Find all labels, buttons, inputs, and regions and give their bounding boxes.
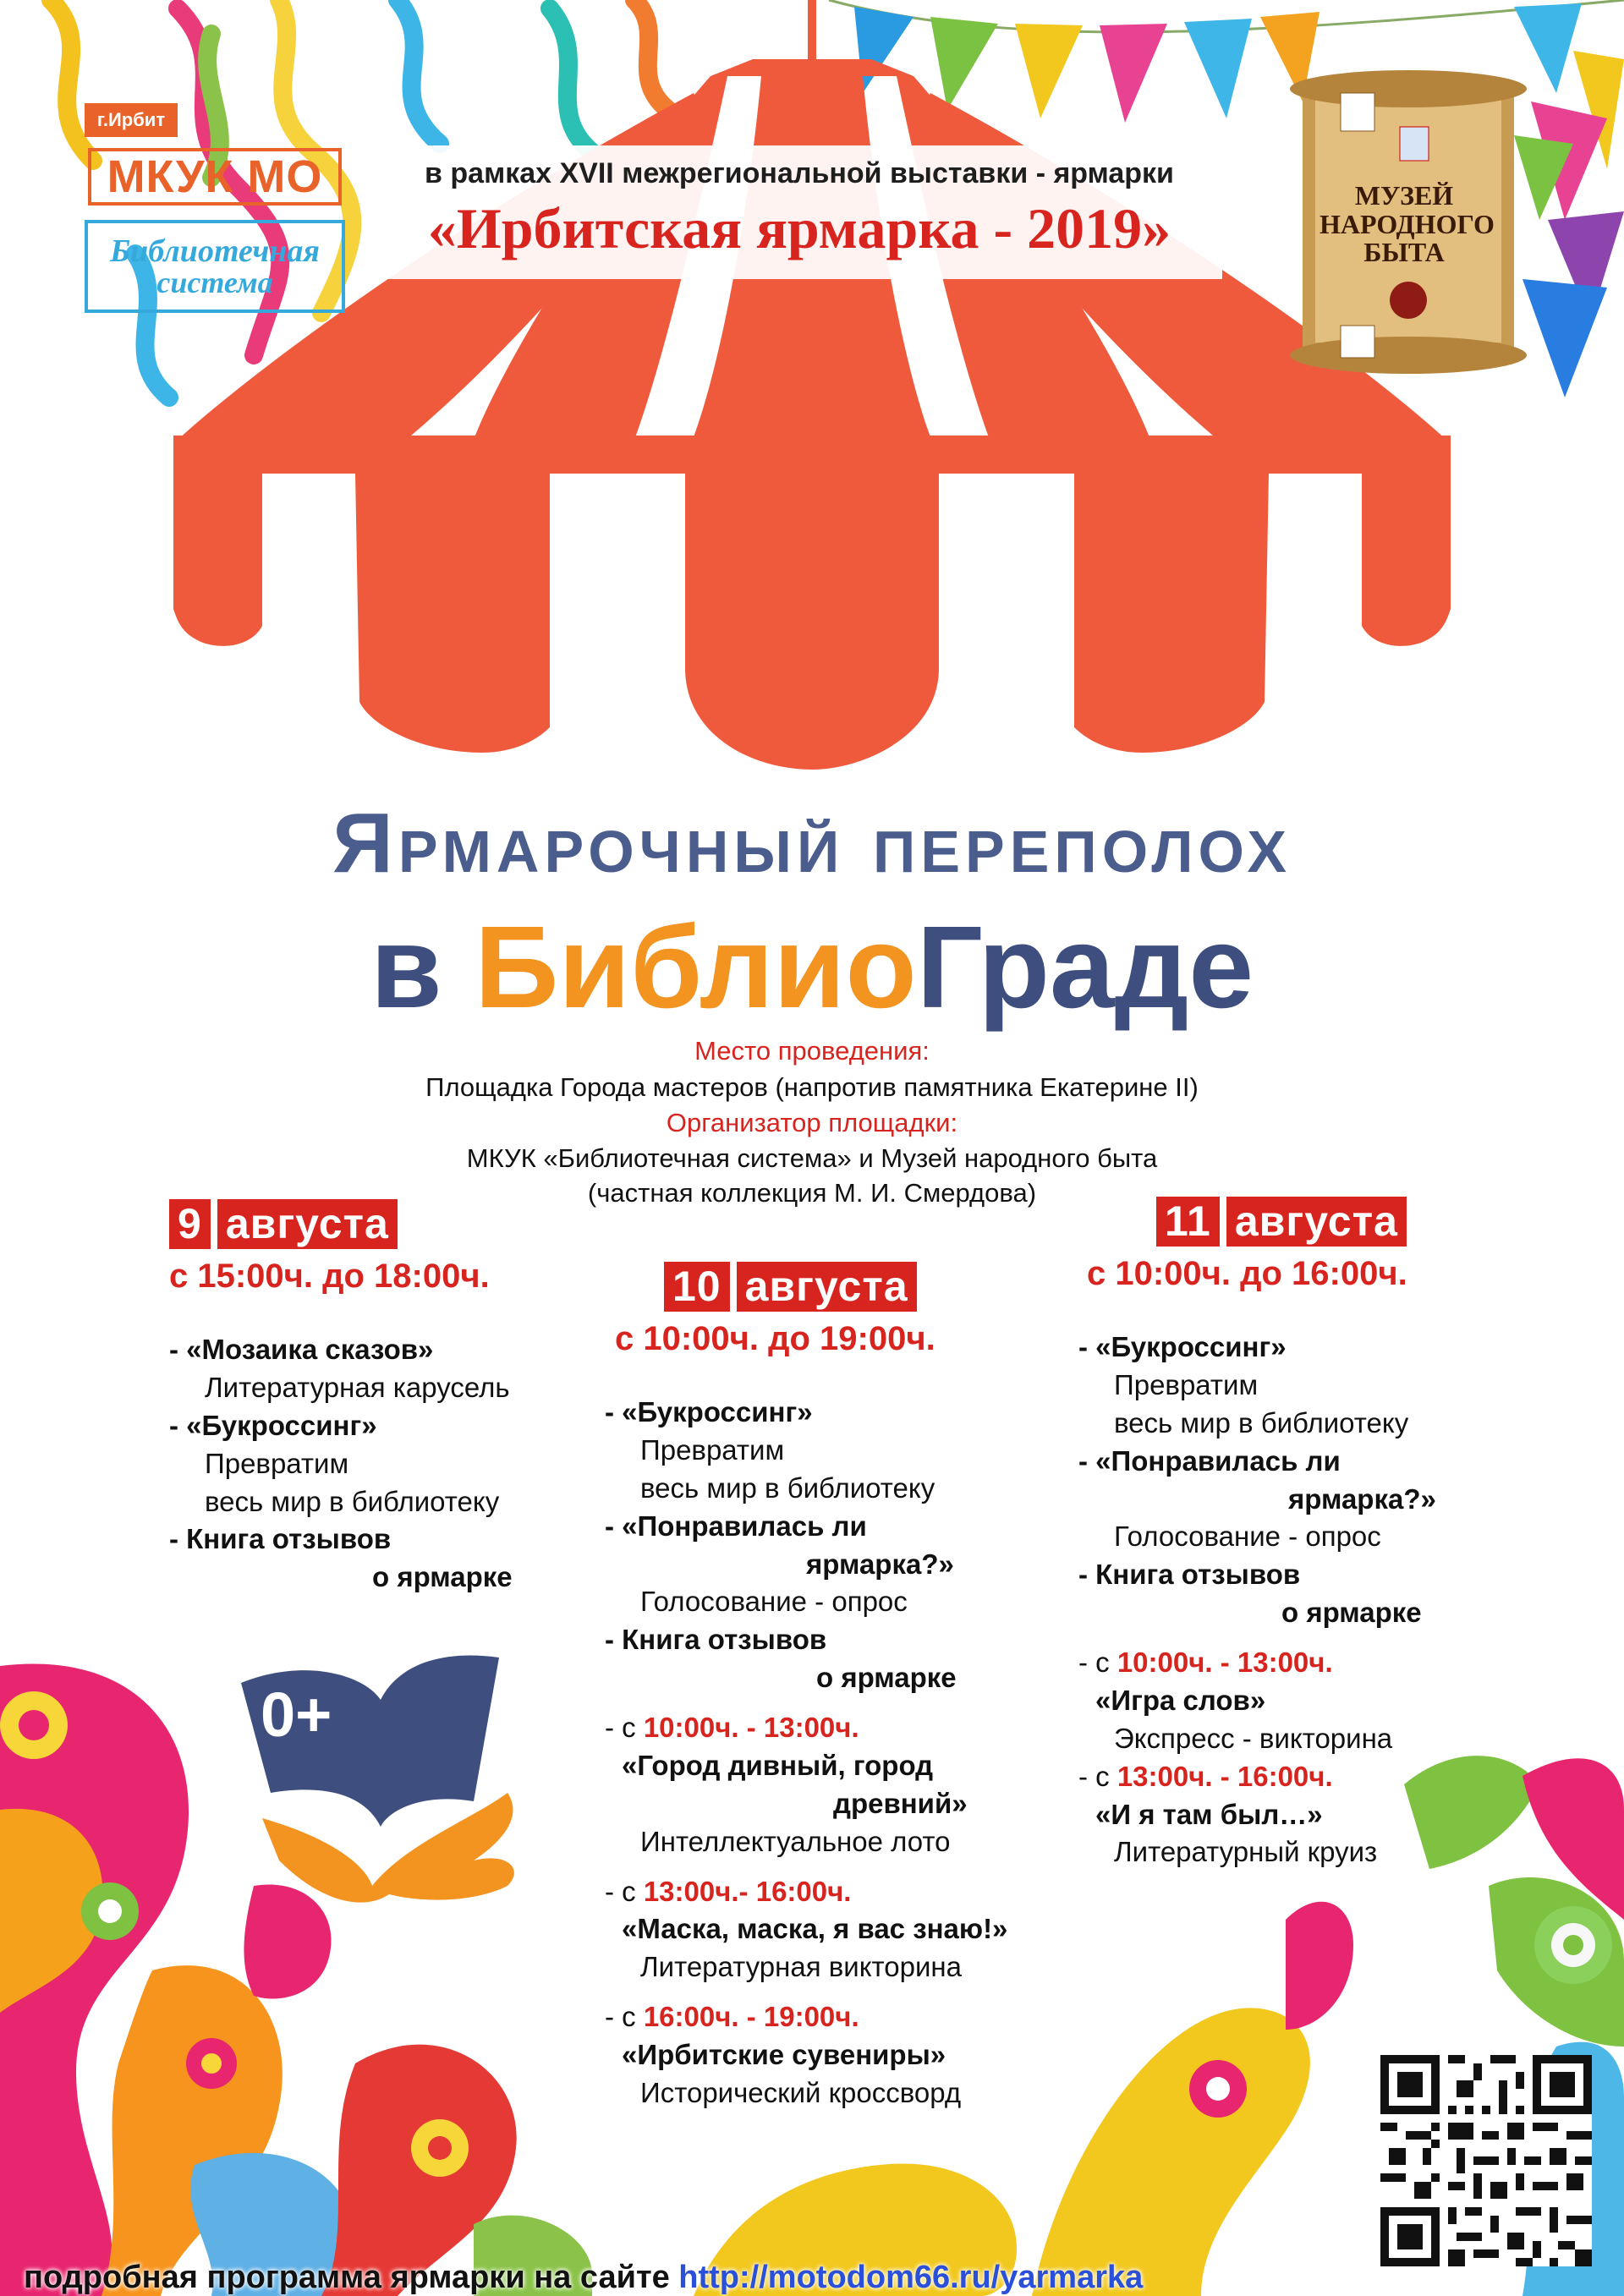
day2-number: 10 xyxy=(664,1262,730,1312)
library-logo-line2: система xyxy=(156,266,273,299)
list-item-desc: Интеллектуальное лото xyxy=(640,1825,951,1857)
list-item-time xyxy=(1078,1758,1552,1796)
museum-line3: БЫТА xyxy=(1363,237,1445,268)
list-item: «Игра слов» xyxy=(1095,1684,1266,1716)
collection-text: (частная коллекция М. И. Смердова) xyxy=(587,1178,1037,1208)
list-item-desc: Голосование - опрос xyxy=(1114,1521,1381,1553)
title-word-biblio: Библио xyxy=(475,902,917,1033)
day1-column xyxy=(169,1199,592,1597)
list-item-desc: весь мир в библиотеку xyxy=(640,1471,935,1504)
day3-date xyxy=(1156,1197,1552,1247)
list-item-desc: Исторический кроссворд xyxy=(640,2076,962,2108)
title-word-grade: Граде xyxy=(916,902,1254,1033)
day1-time: с 15:00ч. до 18:00ч. xyxy=(169,1258,490,1295)
venue-text: Площадка Города мастеров (напротив памятника Екатерине II) xyxy=(425,1072,1199,1102)
day3-time: с 10:00ч. до 16:00ч. xyxy=(1087,1255,1407,1292)
list-item-time xyxy=(605,1709,1078,1747)
day2-column xyxy=(605,1262,1078,2112)
time-range: 16:00ч. - 19:00ч. xyxy=(643,2001,859,2033)
poster-title-line1: Ярмарочный переполох xyxy=(332,796,1292,890)
list-item-desc: Экспресс - викторина xyxy=(1114,1722,1393,1754)
time-range: 13:00ч. - 16:00ч. xyxy=(1116,1760,1333,1792)
museum-logo xyxy=(1320,180,1495,268)
list-item-desc: Литературный круиз xyxy=(1114,1836,1378,1868)
list-item-desc: Превратим xyxy=(205,1447,349,1479)
time-range: 13:00ч.- 16:00ч. xyxy=(643,1875,852,1907)
time-range: 10:00ч. - 13:00ч. xyxy=(643,1712,859,1743)
organizer-text: МКУК «Библиотечная система» и Музей народного быта xyxy=(466,1143,1158,1173)
list-item: «Город дивный, город xyxy=(622,1749,934,1781)
list-item-desc: весь мир в библиотеку xyxy=(1114,1406,1409,1438)
list-item: «И я там был…» xyxy=(1095,1798,1323,1830)
organizer-label: Организатор площадки: xyxy=(666,1108,958,1137)
list-item: - Книга отзывов xyxy=(1078,1559,1301,1591)
event-header xyxy=(376,145,1222,279)
day2-program xyxy=(605,1394,1078,2112)
list-item-time xyxy=(605,1998,1078,2036)
org-logo: МКУК МО xyxy=(88,148,342,205)
list-item-cont: ярмарка?» xyxy=(1288,1482,1436,1515)
time-prefix: - с xyxy=(605,1712,644,1743)
library-logo-line1: Библиотечная xyxy=(110,233,320,269)
day3-column xyxy=(1078,1197,1552,1871)
list-item-cont: о ярмарке xyxy=(1281,1597,1422,1629)
age-rating: 0+ xyxy=(261,1680,332,1750)
circus-tent xyxy=(173,0,1451,770)
museum-line1: МУЗЕЙ xyxy=(1354,180,1454,211)
list-item-time xyxy=(605,1873,1078,1911)
title-word-v: в xyxy=(370,902,475,1033)
list-item: - Книга отзывов xyxy=(605,1624,827,1656)
day3-number: 11 xyxy=(1156,1197,1220,1247)
qr-code[interactable] xyxy=(1380,2055,1592,2266)
time-range: 10:00ч. - 13:00ч. xyxy=(1116,1647,1333,1678)
list-item-time xyxy=(1078,1644,1552,1682)
library-system-logo xyxy=(85,220,345,313)
event-subtitle: в рамках XVII межрегиональной выставки - ярмарки xyxy=(425,157,1174,189)
list-item: - «Букроссинг» xyxy=(605,1396,813,1427)
list-item: - «Букроссинг» xyxy=(169,1409,377,1441)
time-prefix: - с xyxy=(1078,1647,1117,1678)
list-item-cont: о ярмарке xyxy=(372,1561,513,1593)
list-item: - Книга отзывов xyxy=(169,1523,392,1555)
list-item-desc: Превратим xyxy=(1114,1368,1259,1400)
day3-program xyxy=(1078,1329,1552,1871)
city-badge: г.Ирбит xyxy=(85,103,178,137)
time-prefix: - с xyxy=(1078,1760,1117,1792)
poster-title-line2 xyxy=(0,902,1624,1033)
event-title: «Ирбитская ярмарка - 2019» xyxy=(427,196,1171,260)
footer-text: подробная программа ярмарки на сайте xyxy=(24,2260,679,2295)
day2-date xyxy=(664,1262,1078,1312)
day2-time: с 10:00ч. до 19:00ч. xyxy=(615,1320,935,1357)
list-item: «Ирбитские сувениры» xyxy=(622,2039,946,2070)
list-item-cont: древний» xyxy=(833,1787,968,1819)
list-item: - «Понравилась ли xyxy=(605,1510,867,1542)
footer-line xyxy=(24,2260,1143,2296)
list-item-desc: Литературная викторина xyxy=(640,1951,962,1983)
list-item-desc: Литературная карусель xyxy=(205,1371,510,1403)
list-item: - «Понравилась ли xyxy=(1078,1444,1341,1477)
day1-date xyxy=(169,1199,592,1249)
list-item: - «Мозаика сказов» xyxy=(169,1334,434,1365)
website-link[interactable]: http://motodom66.ru/yarmarka xyxy=(678,2260,1144,2295)
list-item-desc: Голосование - опрос xyxy=(640,1586,908,1618)
museum-line2: НАРОДНОГО xyxy=(1320,208,1495,239)
list-item-desc: весь мир в библиотеку xyxy=(205,1485,500,1517)
day3-month: августа xyxy=(1226,1197,1407,1247)
list-item: «Маска, маска, я вас знаю!» xyxy=(622,1913,1008,1945)
day1-program xyxy=(169,1331,592,1597)
list-item-cont: о ярмарке xyxy=(816,1662,957,1694)
list-item-cont: ярмарка?» xyxy=(806,1548,954,1580)
day1-month: августа xyxy=(217,1199,398,1249)
venue-label: Место проведения: xyxy=(694,1036,930,1066)
list-item-desc: Превратим xyxy=(640,1433,785,1466)
day2-month: августа xyxy=(737,1262,917,1312)
time-prefix: - с xyxy=(605,2001,644,2033)
list-item: - «Букроссинг» xyxy=(1078,1331,1287,1362)
time-prefix: - с xyxy=(605,1875,644,1907)
day1-number: 9 xyxy=(169,1199,211,1249)
